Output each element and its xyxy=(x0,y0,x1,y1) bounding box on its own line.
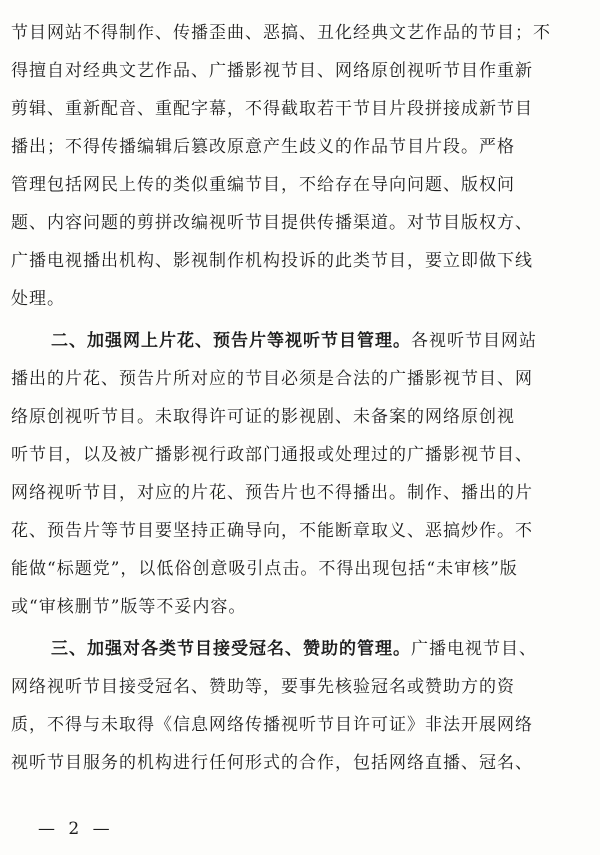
text-line: 能做“标题党”，以低俗创意吸引点击。不得出现包括“未审核”版 xyxy=(11,559,518,579)
text-line: 节目网站不得制作、传播歪曲、恶搞、丑化经典文艺作品的节目；不 xyxy=(11,23,551,43)
paragraph-1 xyxy=(11,14,595,318)
text-line: 处理。 xyxy=(11,289,65,309)
text-line: 网络视听节目，对应的片花、预告片也不得播出。制作、播出的片 xyxy=(11,483,533,503)
section-3-first-line-text: 广播电视节目、 xyxy=(411,639,537,659)
section-3-heading: 三、加强对各类节目接受冠名、赞助的管理。 xyxy=(51,639,411,659)
section-3-first-line xyxy=(11,630,595,668)
section-3 xyxy=(11,630,595,782)
section-2-first-line xyxy=(11,322,595,360)
text-line: 络原创视听节目。未取得许可证的影视剧、未备案的网络原创视 xyxy=(11,407,515,427)
text-line: 题、内容问题的剪拼改编视听节目提供传播渠道。对节目版权方、 xyxy=(11,213,533,233)
text-line: 听节目，以及被广播影视行政部门通报或处理过的广播影视节目、 xyxy=(11,445,533,465)
document-body xyxy=(11,14,595,782)
text-line: 播出的片花、预告片所对应的节目必须是合法的广播影视节目、网 xyxy=(11,369,533,389)
text-line: 管理包括网民上传的类似重编节目，不给存在导向问题、版权问 xyxy=(11,175,515,195)
section-2 xyxy=(11,322,595,626)
text-line: 花、预告片等节目要坚持正确导向，不能断章取义、恶搞炒作。不 xyxy=(11,521,533,541)
text-line: 或“审核删节”版等不妥内容。 xyxy=(11,597,247,617)
text-line: 得擅自对经典文艺作品、广播影视节目、网络原创视听节目作重新 xyxy=(11,61,533,81)
text-line: 视听节目服务的机构进行任何形式的合作，包括网络直播、冠名、 xyxy=(11,753,533,773)
section-2-first-line-text: 各视听节目网站 xyxy=(411,331,537,351)
section-2-heading: 二、加强网上片花、预告片等视听节目管理。 xyxy=(51,331,411,351)
text-line: 剪辑、重新配音、重配字幕，不得截取若干节目片段拼接成新节目 xyxy=(11,99,533,119)
text-line: 播出；不得传播编辑后篡改原意产生歧义的作品节目片段。严格 xyxy=(11,137,515,157)
page-number: — 2 — xyxy=(38,819,114,839)
text-line: 网络视听节目接受冠名、赞助等，要事先核验冠名或赞助方的资 xyxy=(11,677,515,697)
text-line: 广播电视播出机构、影视制作机构投诉的此类节目，要立即做下线 xyxy=(11,251,533,271)
text-line: 质，不得与未取得《信息网络传播视听节目许可证》非法开展网络 xyxy=(11,715,533,735)
